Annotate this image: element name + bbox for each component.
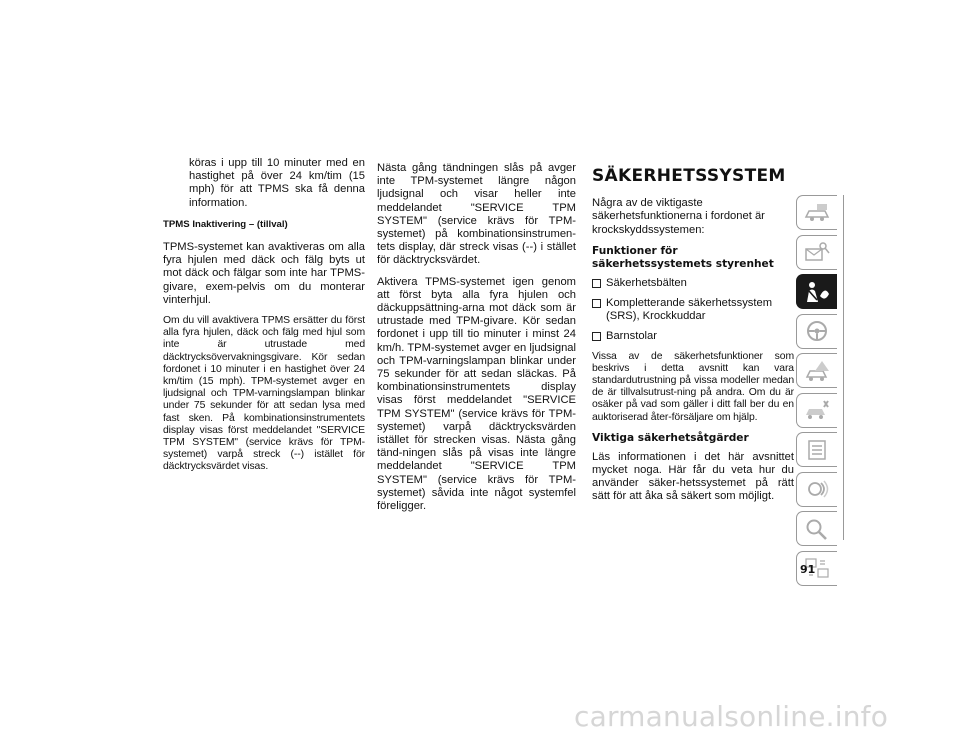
safety-features-list (592, 277, 794, 344)
middle-column (377, 162, 576, 521)
tab-servicing[interactable] (796, 393, 837, 428)
checkbox-bullet-icon (592, 332, 601, 341)
tab-starting-operating[interactable] (796, 314, 837, 349)
heading-safety-measures: Viktiga säkerhetsåtgärder (592, 431, 749, 444)
tab-rail (843, 195, 844, 540)
tab-technical-specs[interactable] (796, 432, 837, 467)
car-dashboard-icon (803, 201, 831, 225)
list-index-icon (803, 438, 831, 462)
paragraph: Läs informationen i det här avsnittet mycket noga. Här får du veta hur du använder säker-hetssystemet på rätt sätt för att åka så säkert som möjligt. (592, 450, 794, 503)
left-column (163, 157, 365, 482)
steering-wheel-icon (803, 319, 831, 343)
paragraph: TPMS-systemet kan avaktiveras om alla fyra hjulen med däck och fälg byts ut mot däck och fälgar som inte har TPMS-givare, exem-pelvis om du monterar vinterhjul. (163, 241, 365, 306)
tab-safety[interactable] (796, 274, 837, 309)
paragraph: Om du vill avaktivera TPMS ersätter du först alla fyra hjulen, däck och fälg med hjul som inte är utrustade med däcktrycksövervakningsgivare. Kör sedan fordonet i 10 minuter i en hastighet över 24 km/tim (15 mph). TPM-systemet avger en ljudsignal och TPM-varningslampan blinkar under 75 sekunder för att sedan lysa med fast sken. På kombinationsinstrumentets display visas först meddelandet "SERVICE TPM SYSTEM" (service krävs för TPM-systemet) varpå streck (--) istället för däcktrycksvärdet visas. (163, 315, 365, 473)
continued-text: köras i upp till 10 minuter med en hastighet på över 24 km/tim (15 mph) för att TPMS ska få denna information. (189, 157, 365, 209)
paragraph: Vissa av de säkerhetsfunktioner som beskrivs i detta avsnitt kan vara standardutrustning på vissa modeller medan de är tillvalsutrust-ning på andra. Om du är osäker på vad som gäller i ditt fall ber du en auktoriserad åter-försäljare om hjälp. (592, 350, 794, 423)
intro-paragraph: Några av de viktigaste säkerhetsfunktionerna i fordonet är krockskyddssystemen: (592, 197, 765, 236)
tab-getting-started[interactable] (796, 235, 837, 270)
list-item: Säkerhetsbälten (592, 277, 794, 290)
page-number: 91 (800, 563, 816, 576)
watermark: carmanualsonline.info (574, 700, 889, 733)
tab-emergency[interactable] (796, 353, 837, 388)
section-title: SÄKERHETSSYSTEM (592, 166, 786, 186)
tab-multimedia[interactable] (796, 472, 837, 507)
tab-index[interactable] (796, 511, 837, 546)
search-icon (803, 517, 831, 541)
media-radio-icon (803, 477, 831, 501)
keys-envelope-icon (803, 240, 831, 264)
paragraph: Aktivera TPMS-systemet igen genom att först byta alla fyra hjulen och däckuppsättning-arna mot däck som är utrustade med TPM-givare. Kör sedan fordonet i upp till tio minuter i minst 24 km/h. TPM-systemet avger en ljudsignal och TPM-varningslampan blinkar under 75 sekunder för att sedan släckas. På kombinationsinstrumentets display visas först meddelandet "SERVICE TPM SYSTEM" (service krävs för TPM-systemet) varpå däcktrycksvärden istället för strecken visas. Nästa gång tänd-ningen slås på visas inte längre meddelandet "SERVICE TPM SYSTEM" (service krävs för TPM-systemet) såvida inte något systemfel föreligger. (377, 275, 576, 513)
checkbox-bullet-icon (592, 299, 601, 308)
tab-dashboard[interactable] (796, 195, 837, 230)
list-item: Kompletterande säkerhetssystem (SRS), Krockkuddar (592, 297, 794, 323)
right-column (592, 168, 794, 512)
checkbox-bullet-icon (592, 279, 601, 288)
car-service-icon (803, 398, 831, 422)
chapter-tabs (796, 195, 842, 590)
subheading-tpms-deactivation: TPMS Inaktivering – (tillval) (163, 218, 288, 230)
list-item: Barnstolar (592, 330, 794, 343)
heading-controller-functions: Funktioner för säkerhetssystemets styrenhet (592, 244, 774, 270)
paragraph: Nästa gång tändningen slås på avger inte TPM-systemet längre någon ljudsignal och visar heller inte meddelandet "SERVICE TPM SYSTEM" (service krävs för TPM-systemet) på kombinationsinstrumen-tets display, där streck visas (--) i stället för däcktrycksvärdet. (377, 162, 576, 267)
seatbelt-airbag-icon (803, 280, 831, 304)
warning-car-icon (803, 359, 831, 383)
